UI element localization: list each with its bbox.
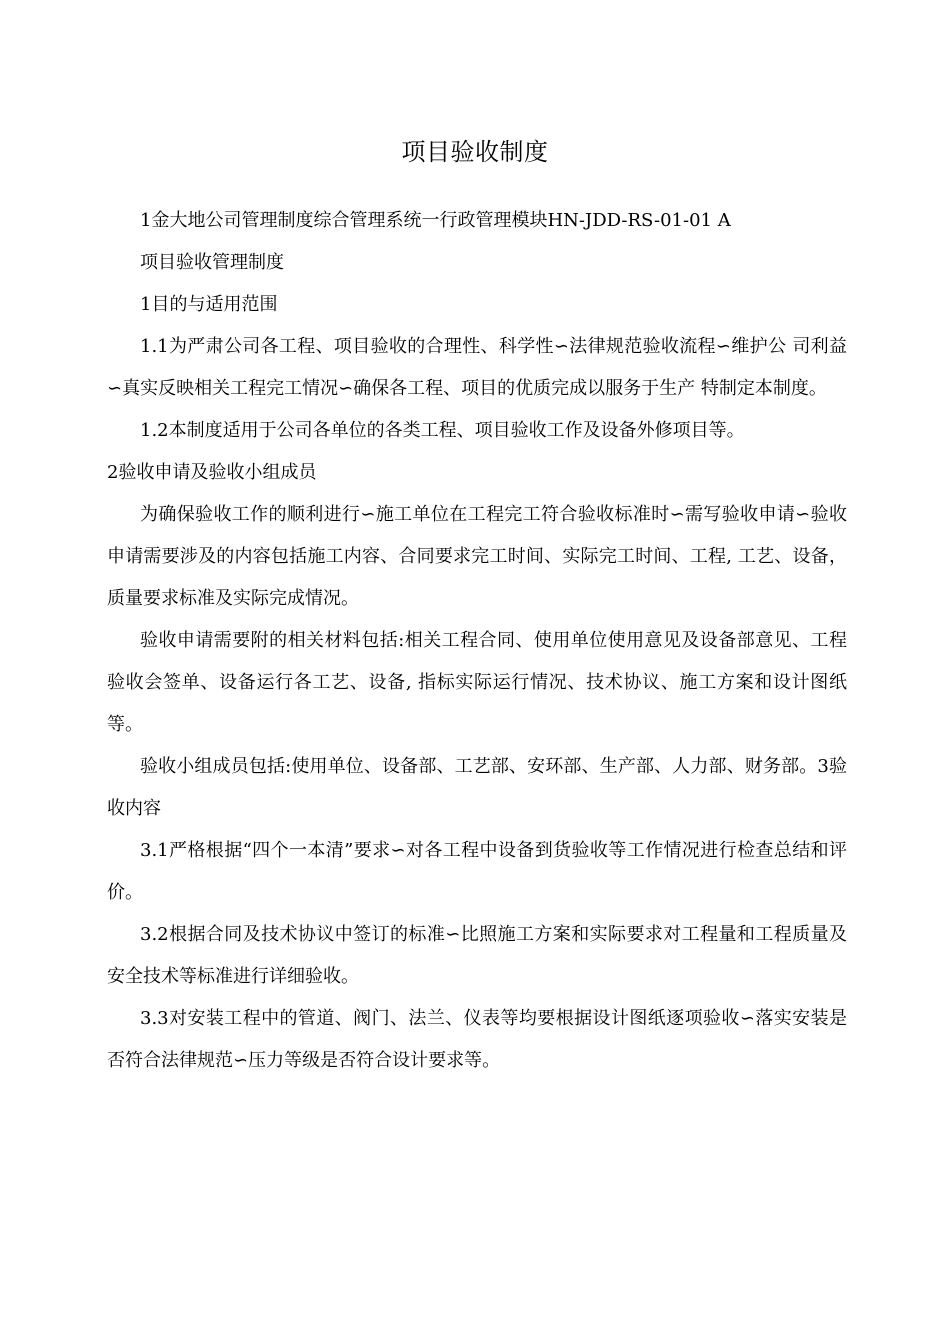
document-title: 项目验收制度 (401, 138, 549, 166)
paragraph-2-members: 验收小组成员包括:使用单位、设备部、工艺部、安环部、生产部、人力部、财务部。3验收内容 (107, 756, 847, 819)
paragraph-1-1: 1.1为严肃公司各工程、项目验收的合理性、科学性∽法律规范验收流程∽维护公 司利益∽真实反映相关工程完工情况∽确保各工程、项目的优质完成以服务于生产 特制定本制度。 (107, 336, 847, 399)
paragraph-2-application: 为确保验收工作的顺利进行∽施工单位在工程完工符合验收标准时∽需写验收申请∽验收申请需要涉及的内容包括施工内容、合同要求完工时间、实际完工时间、工程, 工艺、设备，质量要求标准及实际完成情况。 (107, 504, 847, 609)
paragraph-1-2: 1.2本制度适用于公司各单位的各类工程、项目验收工作及设备外修项目等。 (140, 420, 745, 441)
paragraph-3-1: 3.1严格根据“四个一本清”要求∽对各工程中设备到货验收等工作情况进行检查总结和评价。 (107, 840, 847, 903)
section-heading-2: 2验收申请及验收小组成员 (107, 462, 317, 483)
paragraph-3-2: 3.2根据合同及技术协议中签订的标准∽比照施工方案和实际要求对工程量和工程质量及安全技术等标准进行详细验收。 (107, 924, 847, 987)
paragraph-header-code: 1金大地公司管理制度综合管理系统一行政管理模块HN-JDD-RS-01-01 A (140, 210, 731, 231)
paragraph-subtitle: 项目验收管理制度 (140, 252, 284, 273)
paragraph-3-3: 3.3对安装工程中的管道、阀门、法兰、仪表等均要根据设计图纸逐项验收∽落实安装是否符合法律规范∽压力等级是否符合设计要求等。 (107, 1008, 847, 1071)
paragraph-2-materials: 验收申请需要附的相关材料包括:相关工程合同、使用单位使用意见及设备部意见、工程验收会签单、设备运行各工艺、设备, 指标实际运行情况、技术协议、施工方案和设计图纸等。 (107, 630, 847, 735)
section-heading-1: 1目的与适用范围 (140, 294, 278, 315)
document-body (107, 200, 847, 1082)
